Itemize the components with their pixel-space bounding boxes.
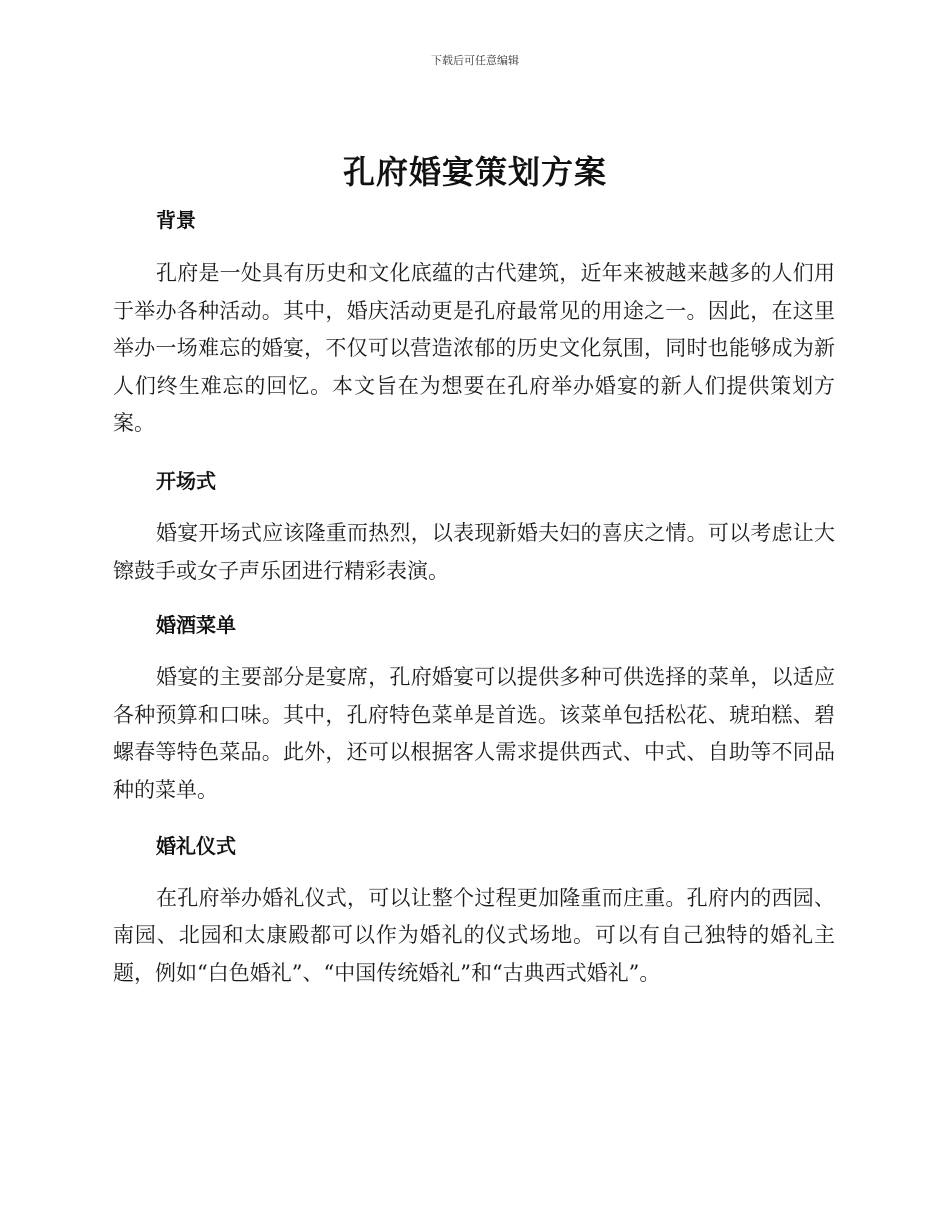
page-header-note: 下载后可任意编辑 <box>431 54 519 67</box>
section-wedding-menu <box>113 608 835 809</box>
section-paragraph: 孔府是一处具有历史和文化底蕴的古代建筑，近年来被越来越多的人们用于举办各种活动。其中，婚庆活动更是孔府最常见的用途之一。因此，在这里举办一场难忘的婚宴，不仅可以营造浓郁的历史文化氛围，同时也能够成为新人们终生难忘的回忆。本文旨在为想要在孔府举办婚宴的新人们提供策划方案。 <box>113 261 835 436</box>
section-paragraph: 在孔府举办婚礼仪式，可以让整个过程更加隆重而庄重。孔府内的西园、南园、北园和太康殿都可以作为婚礼的仪式场地。可以有自己独特的婚礼主题，例如“白色婚礼”、“中国传统婚礼”和“古典西式婚礼”。 <box>113 885 835 985</box>
section-opening-ceremony <box>113 464 835 590</box>
section-wedding-ceremony <box>113 829 835 993</box>
document-body <box>113 203 835 992</box>
section-heading: 婚礼仪式 <box>156 833 236 858</box>
document-title: 孔府婚宴策划方案 <box>342 153 607 191</box>
section-background <box>113 203 835 443</box>
section-heading: 婚酒菜单 <box>156 613 236 638</box>
section-paragraph: 婚宴开场式应该隆重而热烈，以表现新婚夫妇的喜庆之情。可以考虑让大镲鼓手或女子声乐团进行精彩表演。 <box>113 520 835 583</box>
section-paragraph: 婚宴的主要部分是宴席，孔府婚宴可以提供多种可供选择的菜单，以适应各种预算和口味。其中，孔府特色菜单是首选。该菜单包括松花、琥珀糕、碧螺春等特色菜品。此外，还可以根据客人需求提供西式、中式、自助等不同品种的菜单。 <box>113 665 835 802</box>
section-heading: 开场式 <box>156 468 216 493</box>
section-heading: 背景 <box>156 208 196 232</box>
